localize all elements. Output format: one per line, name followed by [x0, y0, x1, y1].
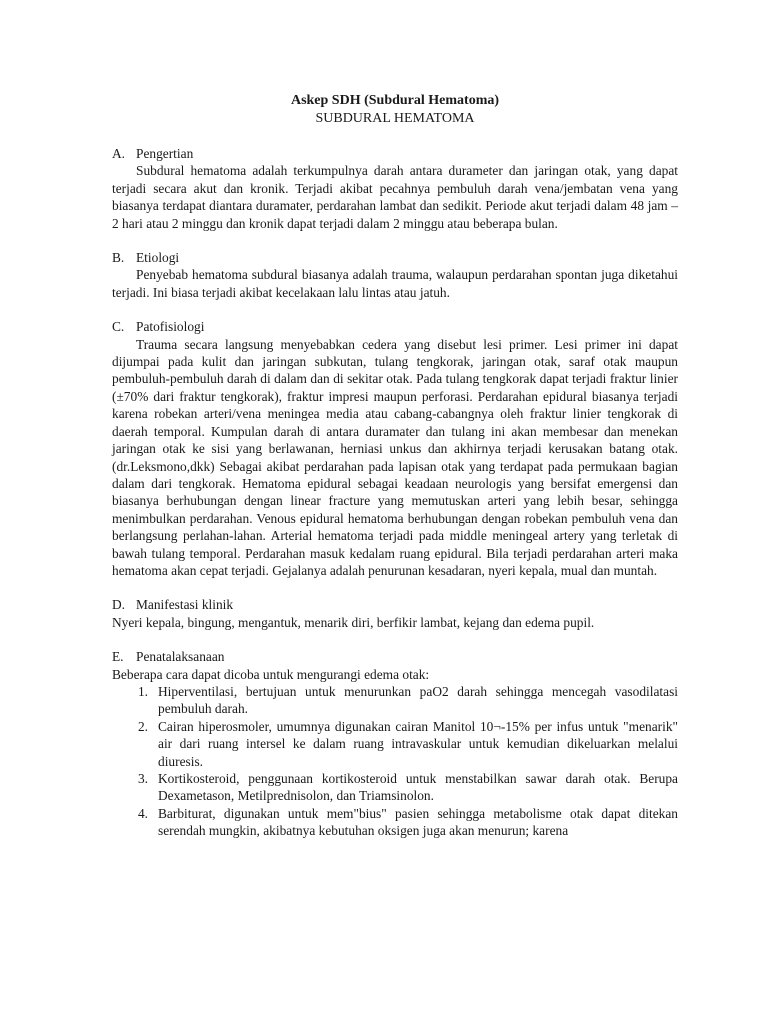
section-letter: C.: [112, 319, 125, 335]
list-item: [112, 805, 678, 840]
list-item-number: 1.: [137, 683, 148, 699]
section-etiologi: [112, 249, 678, 301]
section-letter: D.: [112, 597, 126, 613]
section-heading-text: Patofisiologi: [136, 319, 205, 335]
list-item: [112, 770, 678, 805]
list-item-number: 2.: [137, 718, 148, 734]
section-heading: [112, 648, 678, 665]
section-paragraph: Penyebab hematoma subdural biasanya adalah trauma, walaupun perdarahan spontan juga diketahui terjadi. Ini biasa terjadi akibat kecelakaan lalu lintas atau jatuh.: [112, 267, 678, 300]
section-paragraph: Subdural hematoma adalah terkumpulnya darah antara durameter dan jaringan otak, yang dapat terjadi secara akut dan kronik. Terjadi akibat pecahnya pembuluh darah vena/jembatan vena yang biasanya terdapat diantara duramater, perdarahan lambat dan sedikit. Periode akut terjadi dalam 48 jam – 2 hari atau 2 minggu dan kronik dapat terjadi dalam 2 minggu atau beberapa bulan.: [112, 163, 678, 231]
section-penatalaksanaan: [112, 648, 678, 839]
section-pengertian: [112, 145, 678, 232]
section-heading-text: Manifestasi klinik: [136, 597, 234, 613]
list-item-text: Hiperventilasi, bertujuan untuk menurunkan paO2 darah sehingga mencegah vasodilatasi pembuluh darah.: [158, 683, 678, 717]
list-item-text: Kortikosteroid, penggunaan kortikosteroid untuk menstabilkan sawar darah otak. Berupa Dexametason, Metilprednisolon, dan Triamsinolon.: [158, 771, 678, 804]
section-heading-text: Etiologi: [136, 250, 180, 266]
section-letter: B.: [112, 250, 125, 266]
section-heading: [112, 596, 678, 613]
list-item-number: 4.: [137, 805, 148, 821]
section-paragraph: Trauma secara langsung menyebabkan cedera yang disebut lesi primer. Lesi primer ini dapat dijumpai pada kulit dan jaringan subkutan, tulang tengkorak, jaringan otak, saraf otak maupun pembuluh-pembuluh darah di dalam dan di sekitar otak. Pada tulang tengkorak dapat terjadi fraktur linier (±70% dari fraktur tengkorak), fraktur impresi maupun perforasi. Perdarahan epidural biasanya terjadi karena robekan arteri/vena meningea media atau cabang-cabangnya oleh fraktur linier tengkorak di daerah temporal. Kumpulan darah di antara duramater dan tulang ini akan membesar dan menekan jaringan otak ke sisi yang berlawanan, herniasi unkus dan akhirnya terjadi kerusakan batang otak. (dr.Leksmono,dkk) Sebagai akibat perdarahan pada lapisan otak yang terdapat pada permukaan bagian dalam dari tengkorak. Hematoma epidural sebagai keadaan neurologis yang bersifat emergensi dan biasanya berhubungan dengan linear fracture yang memutuskan arteri yang lebih besar, sehingga menimbulkan perdarahan. Venous epidural hematoma berhubungan dengan robekan pembuluh vena dan berlangsung perlahan-lahan. Arterial hematoma terjadi pada middle meningeal artery yang terletak di bawah tulang temporal. Perdarahan masuk kedalam ruang epidural. Bila terjadi perdarahan arteri maka hematoma akan cepat terjadi. Gejalanya adalah penurunan kesadaran, nyeri kepala, mual dan muntah.: [112, 336, 678, 578]
section-heading: [112, 249, 678, 266]
document-subtitle: SUBDURAL HEMATOMA: [315, 111, 475, 126]
numbered-list: [112, 683, 678, 840]
document-content: [112, 92, 678, 857]
section-patofisiologi: [112, 318, 678, 579]
list-item-text: Cairan hiperosmoler, umumnya digunakan cairan Manitol 10¬-15% per infus untuk "menarik" air dari ruang intersel ke dalam ruang intravaskular untuk kemudian dikeluarkan melalui diuresis.: [158, 718, 678, 769]
section-heading: [112, 145, 678, 162]
document-title: Askep SDH (Subdural Hematoma): [290, 93, 500, 108]
section-letter: A.: [112, 146, 126, 161]
section-heading-text: Penatalaksanaan: [136, 649, 225, 665]
section-heading: [112, 318, 678, 335]
list-item-number: 3.: [137, 771, 148, 786]
list-item-text: Barbiturat, digunakan untuk mem"bius" pasien sehingga metabolisme otak dapat ditekan serendah mungkin, akibatnya kebutuhan oksigen juga akan menurun; karena: [158, 805, 678, 839]
section-intro: Beberapa cara dapat dicoba untuk mengurangi edema otak:: [112, 666, 430, 682]
section-paragraph: Nyeri kepala, bingung, mengantuk, menarik diri, berfikir lambat, kejang dan edema pupil.: [112, 614, 595, 630]
section-letter: E.: [112, 649, 124, 665]
section-manifestasi-klinik: [112, 596, 678, 631]
list-item: [112, 683, 678, 718]
list-item: [112, 718, 678, 770]
section-heading-text: Pengertian: [136, 146, 194, 161]
